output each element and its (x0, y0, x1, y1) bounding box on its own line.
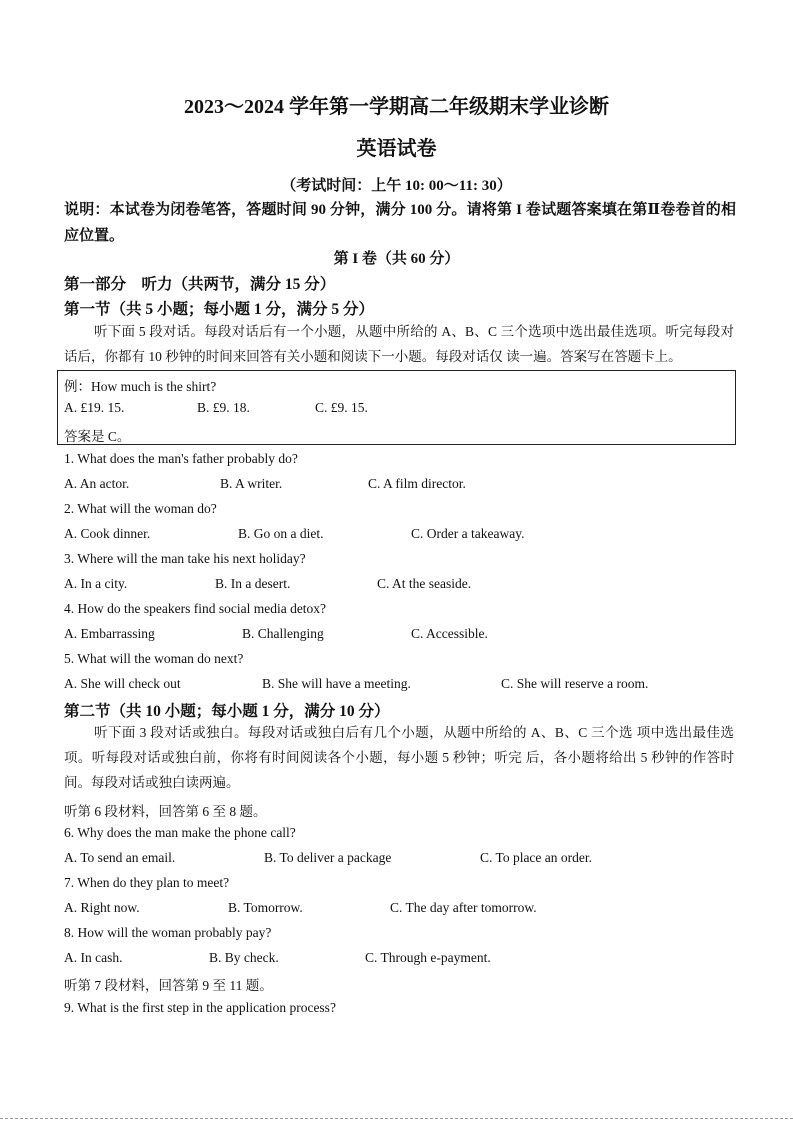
question-6-option-c: C. To place an order. (480, 850, 593, 865)
exam-title: 2023～2024 学年第一学期高二年级期末学业诊断 (184, 96, 609, 118)
question-3: 3. Where will the man take his next holiday? (64, 551, 306, 566)
question-5-option-b: B. She will have a meeting. (262, 676, 411, 691)
question-9: 9. What is the first step in the application process? (64, 1000, 336, 1015)
question-4-option-b: B. Challenging (242, 626, 324, 641)
section1-heading: 第一节（共 5 小题；每小题 1 分，满分 5 分） (64, 301, 375, 318)
question-4: 4. How do the speakers find social media detox? (64, 601, 327, 616)
exam-time: （考试时间：上午 10: 00～11: 30） (281, 178, 512, 194)
question-7: 7. When do they plan to meet? (64, 875, 230, 890)
question-7-option-b: B. Tomorrow. (228, 900, 303, 915)
example-option-c: C. £9. 15. (315, 400, 368, 415)
question-5-option-a: A. She will check out (64, 676, 181, 691)
question-6-option-b: B. To deliver a package (264, 850, 392, 865)
question-2-option-b: B. Go on a diet. (238, 526, 324, 541)
question-5: 5. What will the woman do next? (64, 651, 244, 666)
question-8-option-b: B. By check. (209, 950, 279, 965)
question-7-option-a: A. Right now. (64, 900, 140, 915)
question-2-option-a: A. Cook dinner. (64, 526, 151, 541)
question-4-option-c: C. Accessible. (411, 626, 488, 641)
question-5-option-c: C. She will reserve a room. (501, 676, 649, 691)
question-6-option-a: A. To send an email. (64, 850, 176, 865)
question-1: 1. What does the man's father probably do? (64, 451, 298, 466)
section2-directions: 听下面 3 段对话或独白。每段对话或独白后有几个小题，从题中所给的 A、B、C 三个选 项中选出最佳选项。听每段对话或独白前，你将有时间阅读各个小题，每小题 5 秒钟；听完 后，各小题将给出 5 秒钟的作答时间。每段对话或独白读两遍。 (64, 725, 734, 790)
section1-directions: 听下面 5 段对话。每段对话后有一个小题，从题中所给的 A、B、C 三个选项中选出最佳选项。听完每段对话后，你都有 10 秒钟的时间来回答有关小题和阅读下一小题。每段对话仅 读一遍。答案写在答题卡上。 (64, 324, 734, 364)
instructions: 说明：本试卷为闭卷笔答，答题时间 90 分钟，满分 100 分。请将第 I 卷试题答案填在第Ⅱ卷卷首的相应位置。 (64, 202, 736, 244)
section2-heading: 第二节（共 10 小题；每小题 1 分，满分 10 分） (64, 703, 390, 720)
question-8-option-c: C. Through e-payment. (365, 950, 491, 965)
question-6: 6. Why does the man make the phone call? (64, 825, 296, 840)
question-3-option-a: A. In a city. (64, 576, 128, 591)
question-4-option-a: A. Embarrassing (64, 626, 155, 641)
example-option-a: A. £19. 15. (64, 400, 125, 415)
question-2-option-c: C. Order a takeaway. (411, 526, 525, 541)
question-7-option-c: C. The day after tomorrow. (390, 900, 537, 915)
question-3-option-c: C. At the seaside. (377, 576, 472, 591)
question-8: 8. How will the woman probably pay? (64, 925, 272, 940)
material-6-note: 听第 6 段材料，回答第 6 至 8 题。 (64, 804, 267, 819)
example-question: 例：How much is the shirt? (64, 379, 217, 394)
part1-heading: 第一部分 听力（共两节，满分 15 分） (64, 276, 336, 293)
question-1-option-b: B. A writer. (220, 476, 283, 491)
example-answer: 答案是 C。 (64, 429, 131, 444)
question-2: 2. What will the woman do? (64, 501, 217, 516)
question-1-option-a: A. An actor. (64, 476, 130, 491)
question-3-option-b: B. In a desert. (215, 576, 291, 591)
volume-heading: 第 I 卷（共 60 分） (333, 251, 460, 267)
question-8-option-a: A. In cash. (64, 950, 123, 965)
exam-subtitle: 英语试卷 (356, 138, 437, 160)
question-1-option-c: C. A film director. (368, 476, 466, 491)
material-7-note: 听第 7 段材料，回答第 9 至 11 题。 (64, 978, 273, 993)
example-option-b: B. £9. 18. (197, 400, 250, 415)
page-bottom-divider (0, 1118, 793, 1119)
